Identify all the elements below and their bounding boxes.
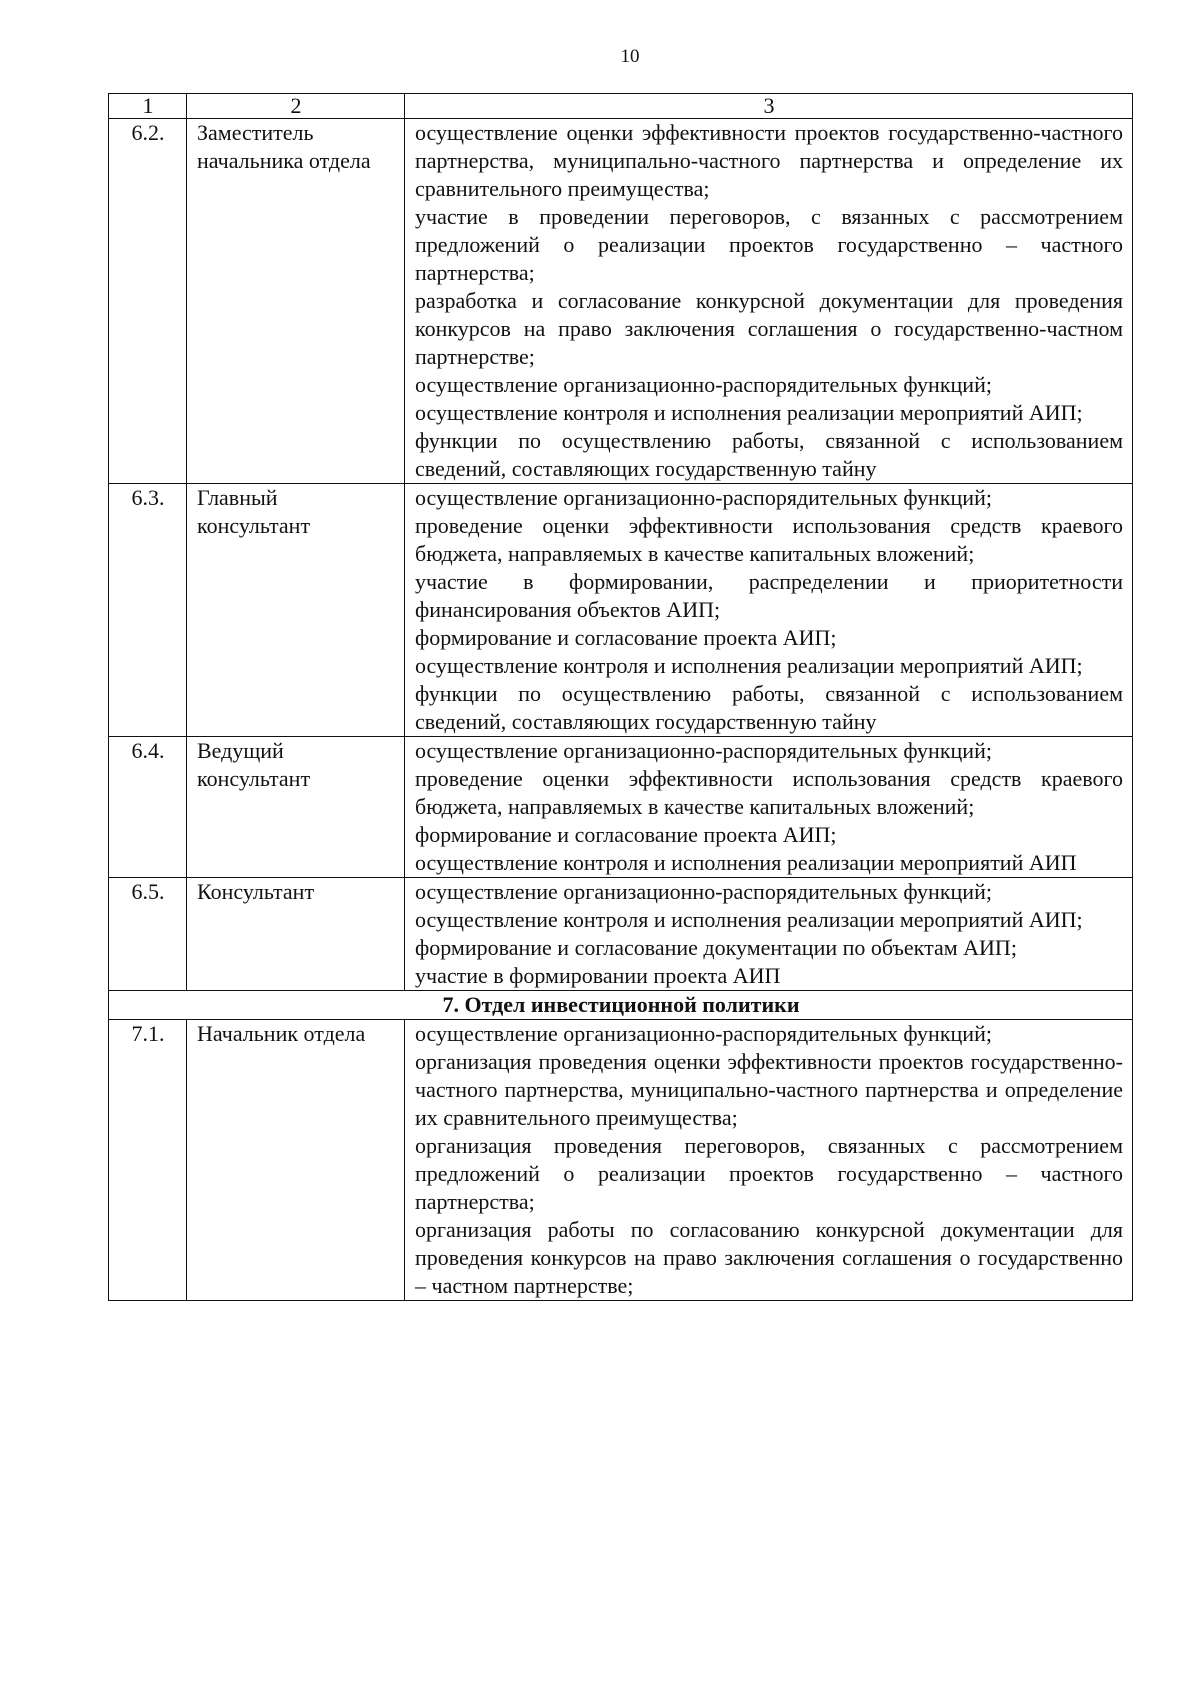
header-cell-1: 1 [109,94,187,119]
function-item: проведение оценки эффективности использования средств краевого бюджета, направляемых в качестве капитальных вложений; [415,766,1123,819]
table-row [109,1020,1133,1301]
table-row [109,737,1133,878]
functions-cell [405,878,1133,991]
function-item: организация проведения оценки эффективности проектов государственно-частного партнерства, муниципально-частного партнерства и определение их сравнительного преимущества; [415,1049,1123,1130]
section-row [109,991,1133,1020]
function-item: формирование и согласование проекта АИП; [415,625,837,650]
function-item: формирование и согласование документации по объектам АИП; [415,935,1017,960]
function-item: осуществление организационно-распорядительных функций; [415,738,992,763]
section-title: 7. Отдел инвестиционной политики [109,991,1133,1020]
table-row [109,119,1133,484]
position-title: Главный консультант [187,484,405,737]
function-item: осуществление организационно-распорядительных функций; [415,485,992,510]
functions-cell [405,1020,1133,1301]
positions-table [108,93,1133,1301]
page-number: 10 [620,46,640,67]
function-item: осуществление организационно-распорядительных функций; [415,372,992,397]
function-item: участие в формировании, распределении и приоритетности финансирования объектов АИП; [415,569,1123,622]
row-number: 7.1. [109,1020,187,1301]
functions-cell [405,119,1133,484]
function-item: осуществление контроля и исполнения реализации мероприятий АИП; [415,907,1083,932]
function-item: функции по осуществлению работы, связанной с использованием сведений, составляющих государственную тайну [415,428,1123,481]
function-item: организация работы по согласованию конкурсной документации для проведения конкурсов на право заключения соглашения о государственно – частном партнерстве; [415,1217,1123,1298]
function-item: организация проведения переговоров, связанных с рассмотрением предложений о реализации проектов государственно – частного партнерства; [415,1133,1123,1214]
functions-cell [405,484,1133,737]
position-title: Начальник отдела [187,1020,405,1301]
position-title: Заместитель начальника отдела [187,119,405,484]
table-body [109,94,1133,1301]
function-item: осуществление оценки эффективности проектов государственно-частного партнерства, муниципально-частного партнерства и определение их сравнительного преимущества; [415,120,1123,201]
row-number: 6.4. [109,737,187,878]
header-row [109,94,1133,119]
function-item: функции по осуществлению работы, связанной с использованием сведений, составляющих государственную тайну [415,681,1123,734]
row-number: 6.5. [109,878,187,991]
function-item: осуществление организационно-распорядительных функций; [415,1021,992,1046]
header-cell-3: 3 [405,94,1133,119]
position-title: Консультант [187,878,405,991]
header-cell-2: 2 [187,94,405,119]
functions-cell [405,737,1133,878]
function-item: проведение оценки эффективности использования средств краевого бюджета, направляемых в качестве капитальных вложений; [415,513,1123,566]
table-row [109,484,1133,737]
function-item: осуществление контроля и исполнения реализации мероприятий АИП; [415,400,1083,425]
function-item: участие в формировании проекта АИП [415,963,781,988]
function-item: формирование и согласование проекта АИП; [415,822,837,847]
function-item: участие в проведении переговоров, с вязанных с рассмотрением предложений о реализации проектов государственно – частного партнерства; [415,204,1123,285]
row-number: 6.2. [109,119,187,484]
table-row [109,878,1133,991]
function-item: осуществление контроля и исполнения реализации мероприятий АИП; [415,653,1083,678]
function-item: осуществление организационно-распорядительных функций; [415,879,992,904]
function-item: разработка и согласование конкурсной документации для проведения конкурсов на право заключения соглашения о государственно-частном партнерстве; [415,288,1123,369]
row-number: 6.3. [109,484,187,737]
position-title: Ведущий консультант [187,737,405,878]
function-item: осуществление контроля и исполнения реализации мероприятий АИП [415,850,1077,875]
